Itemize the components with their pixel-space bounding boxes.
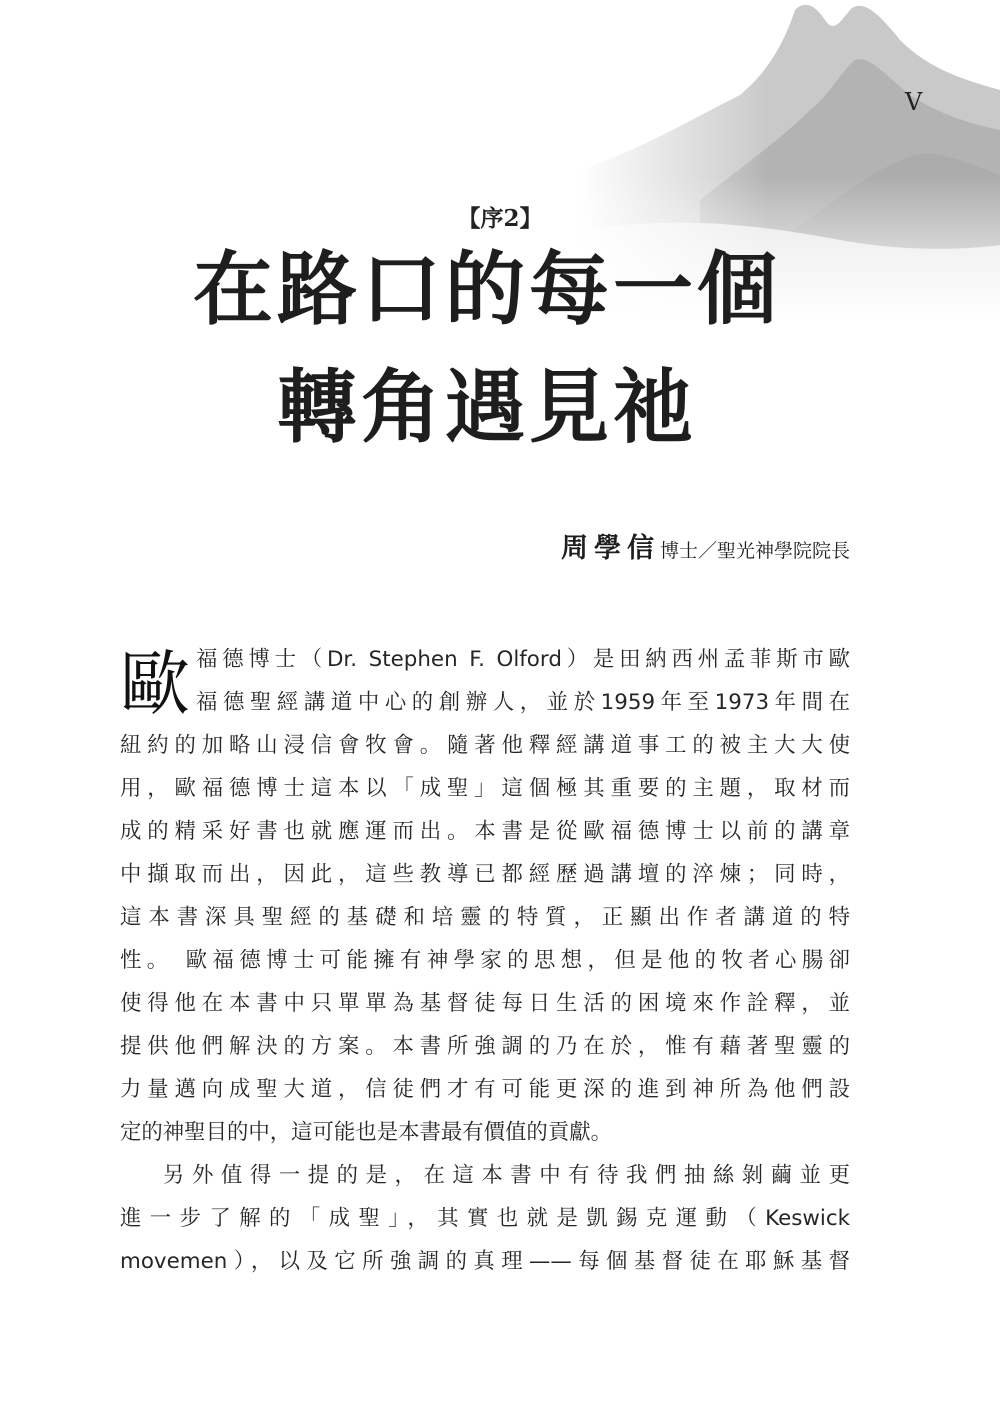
paragraph-line: movemen），以及它所強調的真理——每個基督徒在耶穌基督 [120, 1249, 850, 1274]
paragraph-line: 這本書深具聖經的基礎和培靈的特質，正顯出作者講道的特 [120, 905, 850, 930]
paragraph-line: 性。 歐福德博士可能擁有神學家的思想，但是他的牧者心腸卻 [120, 948, 850, 973]
paragraph-line: 提供他們解決的方案。本書所強調的乃在於，惟有藉著聖靈的 [120, 1034, 850, 1059]
paragraph-line: 福德博士（Dr. Stephen F. Olford）是田納西州孟菲斯市歐 [196, 647, 850, 672]
chapter-title-line-1: 在路口的每一個 [193, 242, 781, 336]
paragraph-line: 使得他在本書中只單單為基督徒每日生活的困境來作詮釋，並 [120, 991, 850, 1016]
paragraph-line: 紐約的加略山浸信會牧會。隨著他釋經講道事工的被主大大使 [120, 733, 850, 758]
paragraph-line: 另外值得一提的是，在這本書中有待我們抽絲剝繭並更 [163, 1163, 850, 1188]
body-text [120, 638, 850, 1283]
chapter-title-line-2: 轉角遇見祂 [277, 360, 697, 454]
paragraph-line: 用，歐福德博士這本以「成聖」這個極其重要的主題，取材而 [120, 776, 850, 801]
paragraph-line: 定的神聖目的中，這可能也是本書最有價值的貢獻。 [120, 1120, 612, 1145]
paragraph-line: 福德聖經講道中心的創辦人，並於1959年至1973年間在 [196, 690, 850, 715]
page-number: V [905, 88, 923, 116]
author-byline [561, 526, 850, 565]
author-name: 周學信 [560, 533, 660, 564]
paragraph-line: 進一步了解的「成聖」，其實也就是凱錫克運動（Keswick [120, 1206, 850, 1231]
paragraph-line: 中擷取而出，因此，這些教導已都經歷過講壇的淬煉；同時， [120, 862, 850, 887]
paragraph-line: 力量邁向成聖大道，信徒們才有可能更深的進到神所為他們設 [120, 1077, 850, 1102]
author-role: 博士／聖光神學院院長 [659, 540, 850, 562]
drop-cap: 歐 [120, 643, 190, 725]
preface-tag: 【序2】 [457, 205, 543, 232]
paragraph-line: 成的精采好書也就應運而出。本書是從歐福德博士以前的講章 [120, 819, 850, 844]
